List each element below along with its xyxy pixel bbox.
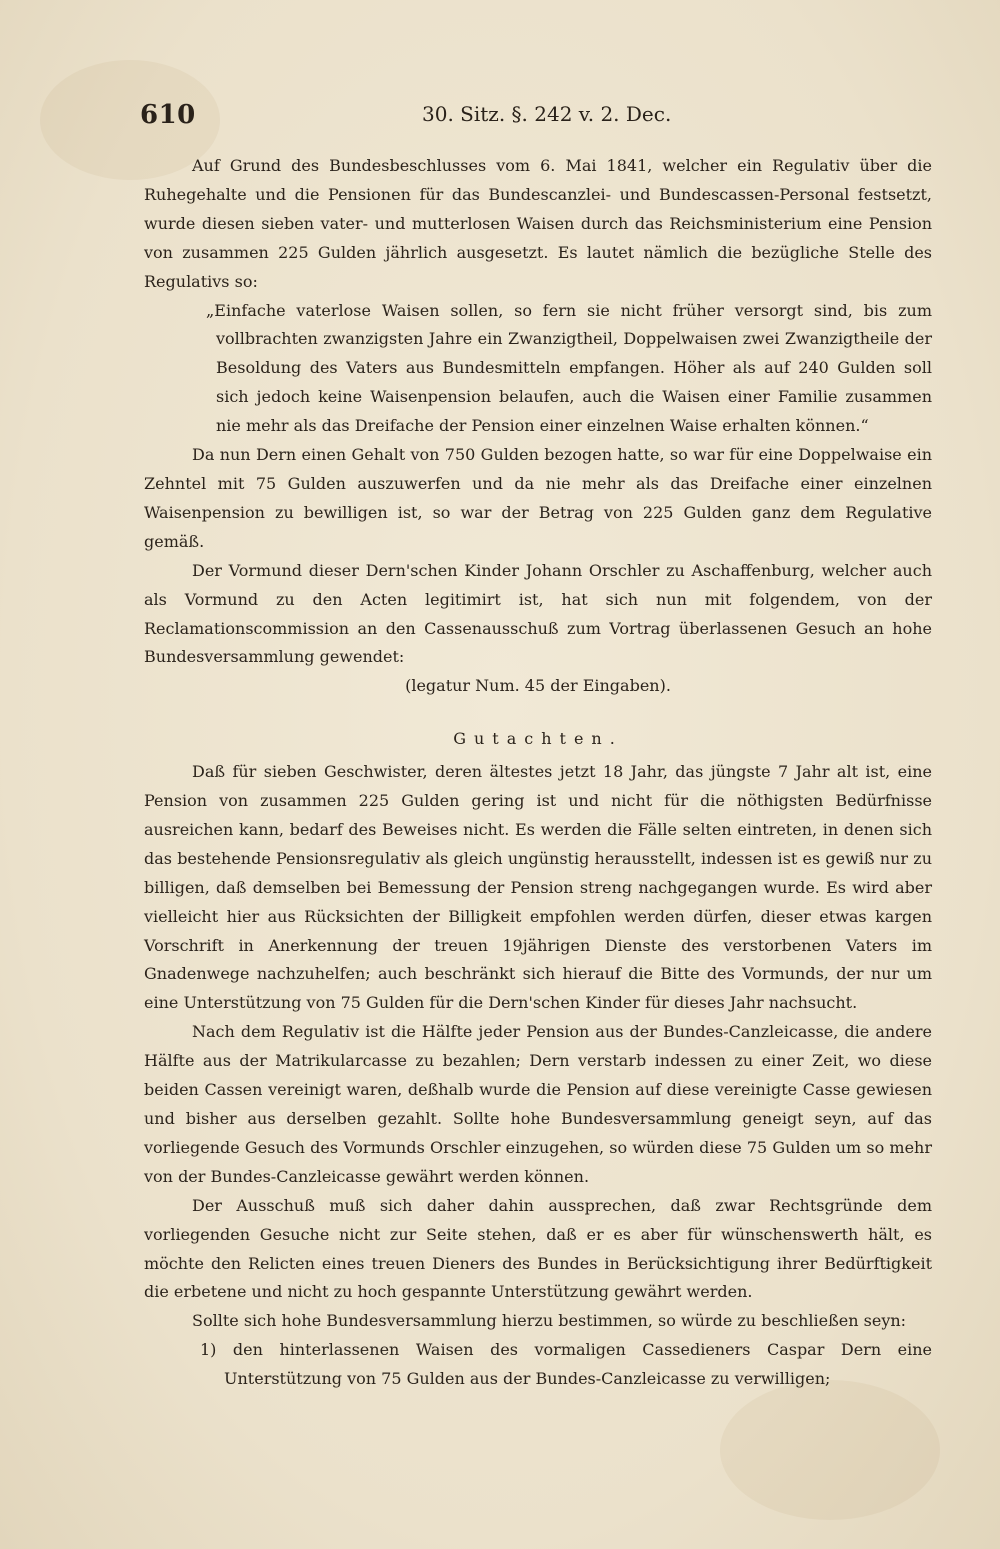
paragraph: Daß für sieben Geschwister, deren ältestes jetzt 18 Jahr, das jüngste 7 Jahr alt ist, eine Pension von zusammen 225 Gulden gering ist und nicht für die nöthigsten Bedürfnisse ausreichen kann, bedarf des Beweises nicht. Es werden die Fälle selten eintreten, in denen sich das bestehende Pensionsregulativ als gleich ungünstig herausstellt, indessen ist es gewiß nur zu billigen, daß demselben bei Bemessung der Pension streng nachgegangen wurde. Es wird aber vielleicht hier aus Rücksichten der Billigkeit empfohlen werden dürfen, dieser etwas kargen Vorschrift in Anerkennung der treuen 19jährigen Dienste des verstorbenen Vaters im Gnadenwege nachzuhelfen; auch beschränkt sich hierauf die Bitte des Vormunds, der nur um eine Unterstützung von 75 Gulden für die Dern'schen Kinder für dieses Jahr nachsucht. <box>144 762 932 1013</box>
citation-line: (legatur Num. 45 der Eingaben). <box>405 676 671 696</box>
paragraph: Auf Grund des Bundesbeschlusses vom 6. Mai 1841, welcher ein Regulativ über die Ruhegehalte und die Pensionen für das Bundescanzlei- und Bundescassen-Personal festsetzt, wurde diesen sieben vater- und mutterlosen Waisen durch das Reichsministerium eine Pension von zusammen 225 Gulden jährlich ausgesetzt. Es lautet nämlich die bezügliche Stelle des Regulativs so: <box>144 156 932 291</box>
page-number: 610 <box>140 100 196 130</box>
paragraph: Sollte sich hohe Bundesversammlung hierzu bestimmen, so würde zu beschließen seyn: <box>192 1311 907 1331</box>
paragraph: Da nun Dern einen Gehalt von 750 Gulden bezogen hatte, so war für eine Doppelwaise ein Zehntel mit 75 Gulden auszuwerfen und da nie mehr als das Dreifache einer einzelnen Waisenpension zu bewilligen ist, so war der Betrag von 225 Gulden ganz dem Regulative gemäß. <box>144 445 932 551</box>
paper-stain <box>720 1380 940 1520</box>
section-title: Gutachten. <box>453 729 623 749</box>
paragraph: Der Ausschuß muß sich daher dahin aussprechen, daß zwar Rechtsgründe dem vorliegenden Gesuche nicht zur Seite stehen, daß er es aber für wünschenswerth hält, es möchte den Relicten eines treuen Dieners des Bundes in Berücksichtigung ihrer Bedürftigkeit die erbetene und nicht zu hoch gespannte Unterstützung gewährt werden. <box>144 1195 932 1302</box>
running-head: 30. Sitz. §. 242 v. 2. Dec. <box>422 102 672 126</box>
paragraph: Nach dem Regulativ ist die Hälfte jeder Pension aus der Bundes-Canzleicasse, die andere Hälfte aus der Matrikularcasse zu bezahlen; Dern verstarb indessen zu einer Zeit, wo diese beiden Cassen vereinigt waren, deßhalb wurde die Pension auf diese vereinigte Casse gewiesen und bisher aus derselben gezahlt. Sollte hohe Bundesversammlung geneigt seyn, auf das vorliegende Gesuch des Vormunds Orschler einzugehen, so würden diese 75 Gulden um so mehr von der Bundes-Canzleicasse gewährt werden können. <box>144 1022 932 1186</box>
paragraph: Der Vormund dieser Dern'schen Kinder Johann Orschler zu Aschaffenburg, welcher auch als Vormund zu den Acten legitimirt ist, hat sich nun mit folgendem, von der Reclamationscommission an den Cassenausschuß zum Vortrag überlassenen Gesuch an hohe Bundesversammlung gewendet: <box>144 560 932 667</box>
quoted-regulation: „Einfache vaterlose Waisen sollen, so fern sie nicht früher versorgt sind, bis zum vollbrachten zwanzigsten Jahre ein Zwanzigtheil, Doppelwaisen zwei Zwanzigtheile der Besoldung des Vaters aus Bundesmitteln empfangen. Höher als auf 240 Gulden soll sich jedoch keine Waisenpension belaufen, auch die Waisen einer Familie zusammen nie mehr als das Dreifache der Pension einer einzelnen Waise erhalten können.“ <box>206 300 932 436</box>
body-text <box>144 152 932 1394</box>
numbered-item: 1) den hinterlassenen Waisen des vormaligen Cassedieners Caspar Dern eine Unterstützung von 75 Gulden aus der Bundes-Canzleicasse zu verwilligen; <box>200 1340 932 1389</box>
page-header <box>140 100 940 140</box>
